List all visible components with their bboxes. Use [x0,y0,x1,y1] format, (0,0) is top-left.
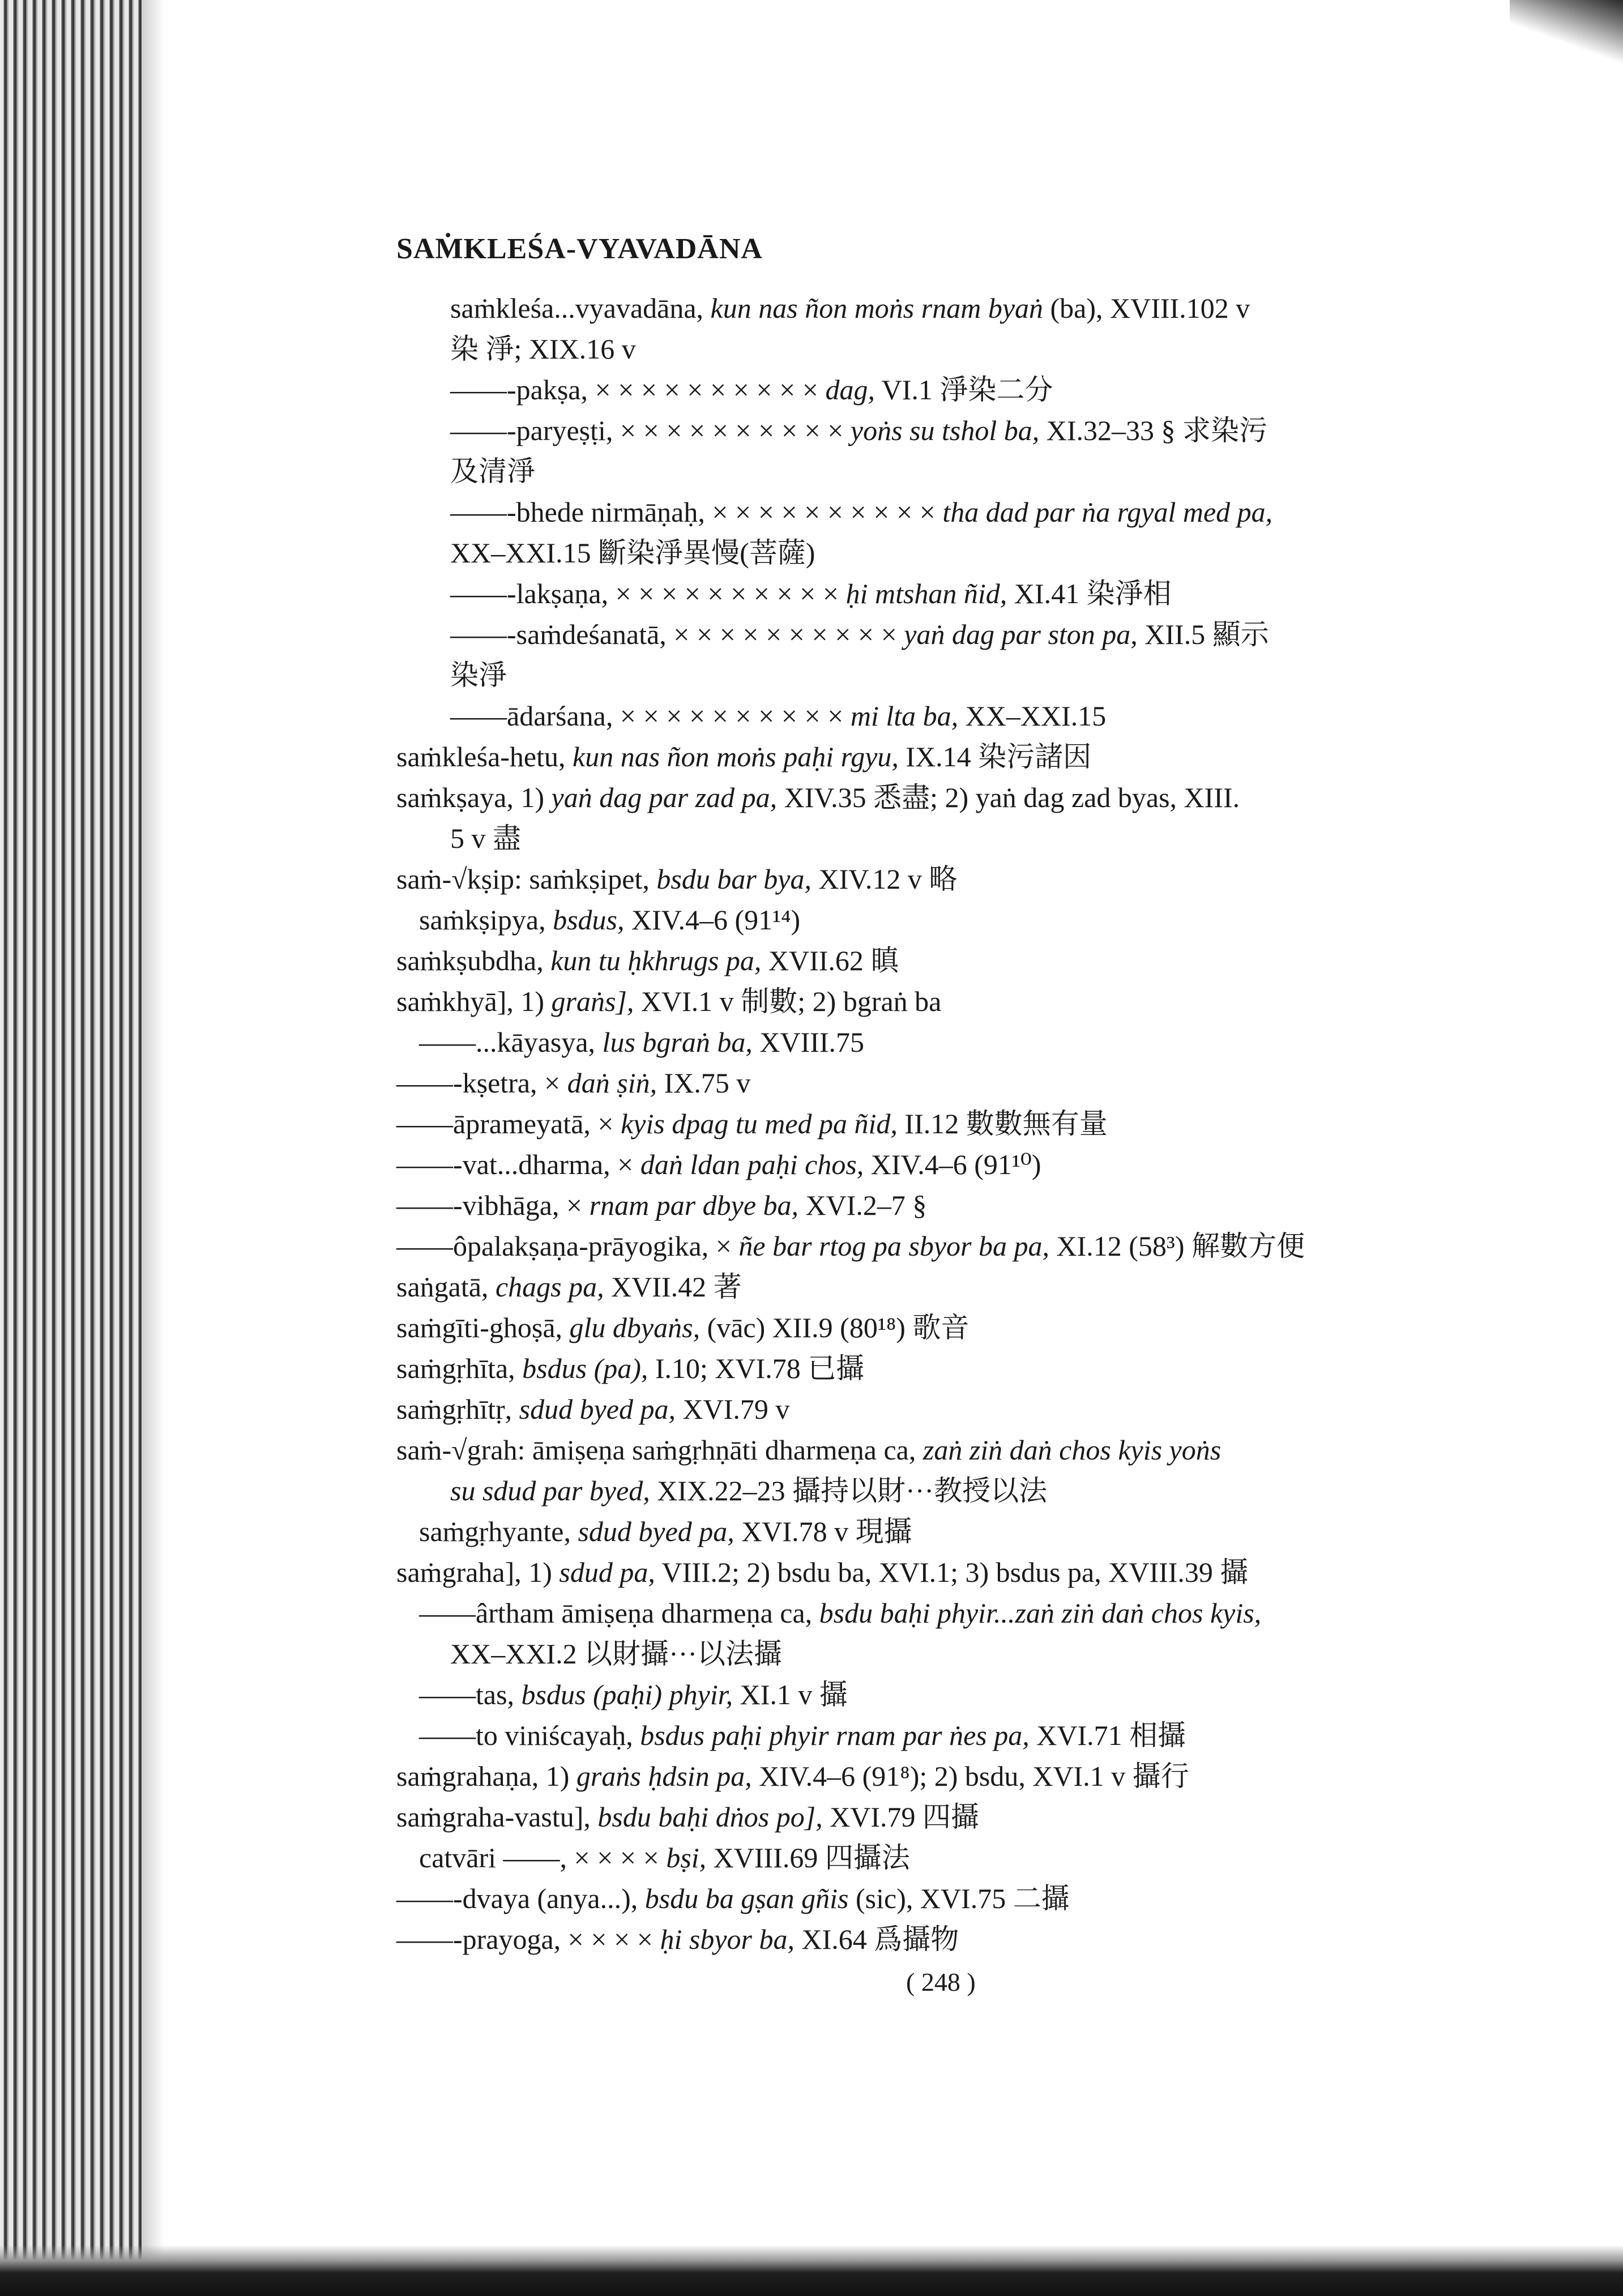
sanskrit-term: ——tas, [419,1679,515,1710]
dictionary-entry [419,899,1501,940]
tibetan-equivalent: bsdus (pa), [522,1352,648,1384]
sanskrit-term: saṁkleśa...vyavadāna, [450,292,704,324]
dictionary-entry [396,1919,1501,1960]
dictionary-entry [419,1511,1501,1552]
dictionary-entry [450,288,1501,328]
dictionary-entry [450,655,1501,695]
sanskrit-term: ——ôpalakṣaṇa-prāyogika, × [396,1230,732,1262]
sanskrit-term: ——-pakṣa, × × × × × × × × × × [450,374,818,406]
tibetan-equivalent: ḥi sbyor ba, [660,1923,795,1955]
reference: XVI.79 v [682,1393,790,1425]
sanskrit-term: ——-vat...dharma, × [396,1149,634,1180]
dictionary-entry [419,1837,1501,1878]
sanskrit-term: ——-kṣetra, × [396,1067,561,1099]
tibetan-equivalent: bsdu ba gṣan gñis [644,1883,849,1914]
dictionary-entry [396,1062,1501,1103]
reference: IX.75 v [664,1067,751,1099]
dictionary-entry [396,1185,1501,1226]
sanskrit-term: saṁgṛhīta, [396,1352,515,1384]
sanskrit-term: ——-dvaya (anya...), [396,1883,638,1914]
sanskrit-term: saṅgatā, [396,1271,489,1303]
tibetan-equivalent: yaṅ dag par ston pa, [904,618,1138,650]
dictionary-entry [396,981,1501,1022]
tibetan-equivalent: bṣi, [666,1842,707,1873]
tibetan-equivalent: bsdus (paḥi) phyir, [521,1679,733,1710]
reference: XVI.78 v 現攝 [741,1516,912,1547]
reference: XI.32–33 § 求染污 [1046,415,1268,446]
sanskrit-term: ——-prayoga, × × × × [396,1923,653,1955]
sanskrit-term: saṁkhyā], 1) [396,985,545,1017]
sanskrit-term: saṁ-√grah: āmiṣeṇa saṁgṛhṇāti dharmeṇa ca, [396,1434,916,1466]
dictionary-entry [396,1756,1501,1796]
dictionary-entry [396,859,1501,899]
tibetan-equivalent: yoṅs su tshol ba, [850,415,1040,446]
sanskrit-term: saṁ-√kṣip: saṁkṣipet, [396,863,650,895]
reference: IX.14 染污諸因 [906,741,1092,773]
sanskrit-term: 染 淨; XIX.16 v [450,333,636,365]
tibetan-equivalent: bsdus, [553,904,625,936]
dictionary-entry [396,940,1501,981]
sanskrit-term: saṁgīti-ghoṣā, [396,1312,563,1343]
dictionary-entry [396,1878,1501,1919]
sanskrit-term: ——to viniścayaḥ, [419,1719,633,1751]
sanskrit-term: saṁgraha], 1) [396,1556,552,1588]
reference: XI.1 v 攝 [740,1679,848,1710]
dictionary-entry [396,1348,1501,1389]
dictionary-entry [396,1144,1501,1185]
sanskrit-term: saṁkṣipya, [419,904,546,936]
tibetan-equivalent: mi lta ba, [850,700,959,732]
sanskrit-term: saṁgraha-vastu], [396,1801,591,1833]
dictionary-entry [419,1022,1501,1062]
tibetan-equivalent: ḥi mtshan ñid, [845,578,1007,609]
sanskrit-term: ——ādarśana, × × × × × × × × × × [450,700,844,732]
reference: XX–XXI.15 [965,700,1107,732]
tibetan-equivalent: kun nas ñon moṅs rnam byaṅ [710,292,1044,324]
reference: XIV.4–6 (91¹⁰) [870,1149,1041,1180]
sanskrit-term: ——-saṁdeśanatā, × × × × × × × × × × [450,618,897,650]
dictionary-entry [396,1552,1501,1593]
dictionary-entry [396,1226,1501,1266]
tibetan-equivalent: yaṅ dag par zad pa, [551,782,778,813]
sanskrit-term: ——-vibhāga, × [396,1189,583,1221]
tibetan-equivalent: kun nas ñon moṅs paḥi rgyu, [573,741,899,773]
tibetan-equivalent: kun tu ḥkhrugs pa, [550,945,762,976]
tibetan-equivalent: graṅs ḥdsin pa, [576,1760,752,1792]
reference: XVIII.75 [759,1026,865,1058]
tibetan-equivalent: bsdu baḥi phyir...zaṅ ziṅ daṅ chos kyis, [819,1597,1262,1629]
reference: VI.1 淨染二分 [881,374,1053,406]
dictionary-entry [396,1307,1501,1348]
dictionary-entry [450,1633,1501,1674]
reference: VIII.2; 2) bsdu ba, XVI.1; 3) bsdus pa, XVIII.39 攝 [661,1556,1249,1588]
reference: XVIII.69 四攝法 [713,1842,910,1873]
reference: XIV.4–6 (91¹⁴) [631,904,801,936]
tibetan-equivalent: bsdu bar bya, [656,863,812,895]
tibetan-equivalent: tha dad par ṅa rgyal med pa, [942,496,1273,528]
dictionary-entry [450,614,1501,655]
dictionary-entry [450,492,1501,532]
sanskrit-term: saṁkleśa-hetu, [396,741,566,773]
sanskrit-term: 及清淨 [450,455,535,487]
sanskrit-term: ——-bhede nirmāṇaḥ, × × × × × × × × × × [450,496,936,528]
reference: XVI.71 相攝 [1036,1719,1186,1751]
tibetan-equivalent: glu dbyaṅs, [569,1312,701,1343]
sanskrit-term: ——āprameyatā, × [396,1108,614,1140]
dictionary-entry [419,1593,1501,1633]
sanskrit-term: ——...kāyasya, [419,1026,596,1058]
reference: XVI.79 四攝 [830,1801,980,1833]
dictionary-entry [396,777,1501,818]
sanskrit-term: 染淨 [450,659,507,691]
reference: I.10; XVI.78 已攝 [655,1352,865,1384]
reference: XVI.1 v 制數; 2) bgraṅ ba [640,985,942,1017]
sanskrit-term: saṁgṛhītṛ, [396,1393,512,1425]
dictionary-entry [419,1715,1501,1756]
reference: XVII.62 瞋 [768,945,899,976]
reference: XIV.12 v 略 [818,863,958,895]
dictionary-entry [450,532,1501,573]
tibetan-equivalent: dag, [825,374,875,406]
scan-bottom-edge [0,2245,1623,2296]
sanskrit-term: ——-lakṣaṇa, × × × × × × × × × × [450,578,839,609]
section-heading: SAṀKLEŚA-VYAVADĀNA [396,233,763,265]
reference: II.12 數數無有量 [904,1108,1108,1140]
tibetan-equivalent: bsdus paḥi phyir rnam par ṅes pa, [640,1719,1030,1751]
dictionary-entry [450,818,1501,859]
sanskrit-term: ——ârtham āmiṣeṇa dharmeṇa ca, [419,1597,813,1629]
reference: XIV.4–6 (91⁸); 2) bsdu, XVI.1 v 攝行 [759,1760,1189,1792]
dictionary-entry [450,369,1501,410]
reference: XIV.35 悉盡; 2) yaṅ dag zad byas, XIII. [784,782,1240,813]
reference: XVI.2–7 § [805,1189,927,1221]
dictionary-entry [419,1674,1501,1715]
reference: (sic), XVI.75 二攝 [856,1883,1070,1914]
reference: XIX.22–23 攝持以財···教授以法 [657,1475,1048,1507]
dictionary-entry [450,695,1501,736]
sanskrit-term: 5 v 盡 [450,822,521,854]
tibetan-equivalent: sdud byed pa, [519,1393,676,1425]
sanskrit-term: saṁgrahaṇa, 1) [396,1760,570,1792]
sanskrit-term: saṁkṣaya, 1) [396,782,545,813]
dictionary-entry [396,1266,1501,1307]
dictionary-entry [450,1470,1501,1511]
dictionary-entry [450,410,1501,451]
book-binding [0,0,142,2296]
page-number: ( 248 ) [906,1968,976,1996]
reference: XI.12 (58³) 解數方便 [1056,1230,1305,1262]
dictionary-entry [450,573,1501,614]
sanskrit-term: saṁgṛhyante, [419,1516,571,1547]
tibetan-equivalent: lus bgraṅ ba, [602,1026,753,1058]
sanskrit-term: catvāri ——, × × × × [419,1842,659,1873]
reference: XII.5 顯示 [1144,618,1269,650]
tibetan-equivalent: su sdud par byed, [450,1475,650,1507]
reference: XI.64 爲攝物 [801,1923,959,1955]
dictionary-page [396,227,1501,1960]
tibetan-equivalent: bsdu baḥi dṅos po], [597,1801,823,1833]
sanskrit-term: XX–XXI.2 以財攝···以法攝 [450,1638,783,1670]
tibetan-equivalent: daṅ ldan paḥi chos, [640,1149,864,1180]
tibetan-equivalent: rnam par dbye ba, [589,1189,799,1221]
dictionary-entry [396,1429,1501,1470]
tibetan-equivalent: zaṅ ziṅ daṅ chos kyis yoṅs [922,1434,1221,1466]
tibetan-equivalent: kyis dpag tu med pa ñid, [621,1108,898,1140]
reference: (vāc) XII.9 (80¹⁸) 歌音 [707,1312,969,1343]
sanskrit-term: XX–XXI.15 斷染淨異慢(菩薩) [450,537,815,569]
tibetan-equivalent: daṅ ṣiṅ, [567,1067,657,1099]
binding-shadow [142,0,164,2296]
tibetan-equivalent: graṅs], [551,985,634,1017]
sanskrit-term: saṁkṣubdha, [396,945,544,976]
dictionary-entry [450,451,1501,492]
page-corner-shadow [1510,0,1623,102]
tibetan-equivalent: ñe bar rtog pa sbyor ba pa, [738,1230,1050,1262]
dictionary-entry [396,1389,1501,1429]
sanskrit-term: ——-paryeṣṭi, × × × × × × × × × × [450,415,844,446]
dictionary-entry [396,1103,1501,1144]
tibetan-equivalent: sdud pa, [559,1556,655,1588]
reference: XI.41 染淨相 [1014,578,1172,609]
dictionary-entry [450,328,1501,369]
tibetan-equivalent: chags pa, [495,1271,604,1303]
tibetan-equivalent: sdud byed pa, [578,1516,734,1547]
dictionary-entry [396,1796,1501,1837]
entry-list [396,288,1501,1960]
reference: (ba), XVIII.102 v [1050,292,1250,324]
dictionary-entry [396,736,1501,777]
reference: XVII.42 著 [611,1271,742,1303]
